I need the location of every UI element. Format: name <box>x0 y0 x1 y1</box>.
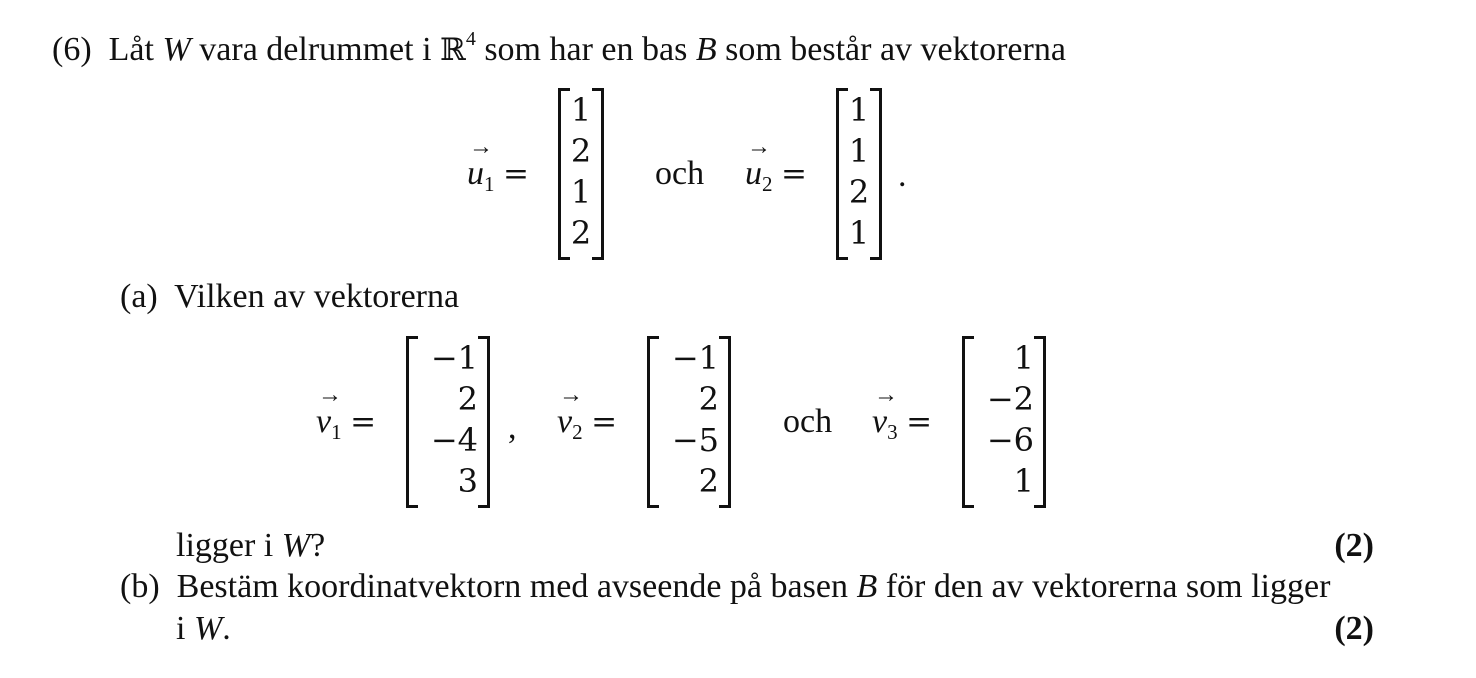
matrix-entry: 2 <box>848 173 870 211</box>
v1-index: 1 <box>331 420 342 444</box>
matrix-entry: 1 <box>848 132 870 170</box>
matrix-entry: 1 <box>570 91 592 129</box>
vector-arrow-icon: → <box>559 382 583 408</box>
v1-matrix <box>406 336 490 508</box>
part-a-points: (2) <box>1334 527 1374 564</box>
real-space-exponent: 4 <box>465 28 476 50</box>
right-bracket <box>719 336 731 508</box>
u1-label <box>467 134 529 196</box>
part-b-basis: B <box>856 568 878 605</box>
intro-text-3: som har en bas <box>484 31 688 68</box>
matrix-entry: 2 <box>698 462 719 500</box>
left-bracket <box>647 336 659 508</box>
matrix-entry: 3 <box>457 462 478 500</box>
question-var: W <box>281 527 311 564</box>
question-mark: ? <box>310 527 326 564</box>
left-bracket <box>406 336 418 508</box>
right-bracket <box>870 88 882 260</box>
left-bracket <box>558 88 570 260</box>
u2-index: 2 <box>762 172 773 196</box>
matrix-entry: 2 <box>457 380 478 418</box>
u2-matrix <box>836 88 882 260</box>
part-b-line2-end: . <box>222 610 231 647</box>
part-a-question <box>176 526 325 566</box>
part-b-text-1: Bestäm koordinatvektorn med avseende på basen <box>176 568 848 605</box>
equals-sign: = <box>591 404 618 440</box>
left-bracket <box>962 336 974 508</box>
part-a-line <box>120 277 459 317</box>
v2-symbol: → v <box>557 382 583 440</box>
part-b-label: (b) <box>120 568 160 605</box>
intro-text-4: som består av vektorerna <box>725 31 1066 68</box>
right-bracket <box>478 336 490 508</box>
part-b-line2-text: i <box>176 610 186 647</box>
matrix-entry: 1 <box>570 173 592 211</box>
vector-arrow-icon: → <box>747 134 771 160</box>
och-word: och <box>783 403 833 440</box>
v2-matrix <box>647 336 731 508</box>
matrix-entry: 2 <box>698 380 719 418</box>
matrix-entry: −5 <box>671 421 719 459</box>
och-word: och <box>655 155 705 192</box>
part-b-line-2 <box>176 609 231 649</box>
matrix-entry: −4 <box>430 421 478 459</box>
matrix-entry: 1 <box>848 214 870 252</box>
part-b-line2-var: W <box>193 610 223 647</box>
v2-label <box>557 382 618 444</box>
intro-text-2: vara delrummet i <box>199 31 432 68</box>
matrix-entry: 2 <box>570 132 592 170</box>
part-a-text: Vilken av vektorerna <box>174 278 460 315</box>
u2-label <box>745 134 807 196</box>
equals-sign: = <box>503 156 529 192</box>
v3-symbol: → v <box>872 382 898 440</box>
equals-sign: = <box>781 156 807 192</box>
matrix-entry: 1 <box>1013 462 1034 500</box>
u1-matrix <box>558 88 604 260</box>
matrix-entry: −2 <box>986 380 1034 418</box>
vector-arrow-icon: → <box>469 134 493 160</box>
left-bracket <box>836 88 848 260</box>
part-a-label: (a) <box>120 278 158 315</box>
part-b-text-2: för den av vektorerna som ligger <box>885 568 1331 605</box>
matrix-entry: 2 <box>570 214 592 252</box>
v2-index: 2 <box>572 420 583 444</box>
v1-label <box>316 382 377 444</box>
period: . <box>898 157 907 194</box>
v3-matrix <box>962 336 1046 508</box>
subspace-w: W <box>162 31 191 68</box>
v1-symbol: → v <box>316 382 342 440</box>
equals-sign: = <box>906 404 933 440</box>
vector-arrow-icon: → <box>318 382 342 408</box>
matrix-entry: −1 <box>430 339 478 377</box>
part-b-points: (2) <box>1334 610 1374 647</box>
question-text: ligger i <box>176 527 274 564</box>
part-b-line <box>120 567 1330 607</box>
matrix-entry: −6 <box>986 421 1034 459</box>
matrix-entry: 1 <box>848 91 870 129</box>
basis-b: B <box>695 31 717 68</box>
problem-number: (6) <box>52 31 92 68</box>
comma: , <box>508 409 517 446</box>
vector-arrow-icon: → <box>874 382 898 408</box>
v3-label <box>872 382 933 444</box>
right-bracket <box>592 88 604 260</box>
problem-statement <box>52 30 1066 70</box>
right-bracket <box>1034 336 1046 508</box>
u2-symbol: → u <box>745 134 771 192</box>
real-space-symbol: ℝ <box>440 32 466 68</box>
equals-sign: = <box>350 404 377 440</box>
u1-index: 1 <box>484 172 495 196</box>
intro-text-1: Låt <box>108 31 154 68</box>
u1-symbol: → u <box>467 134 493 192</box>
v3-index: 3 <box>887 420 898 444</box>
matrix-entry: −1 <box>671 339 719 377</box>
matrix-entry: 1 <box>1013 339 1034 377</box>
